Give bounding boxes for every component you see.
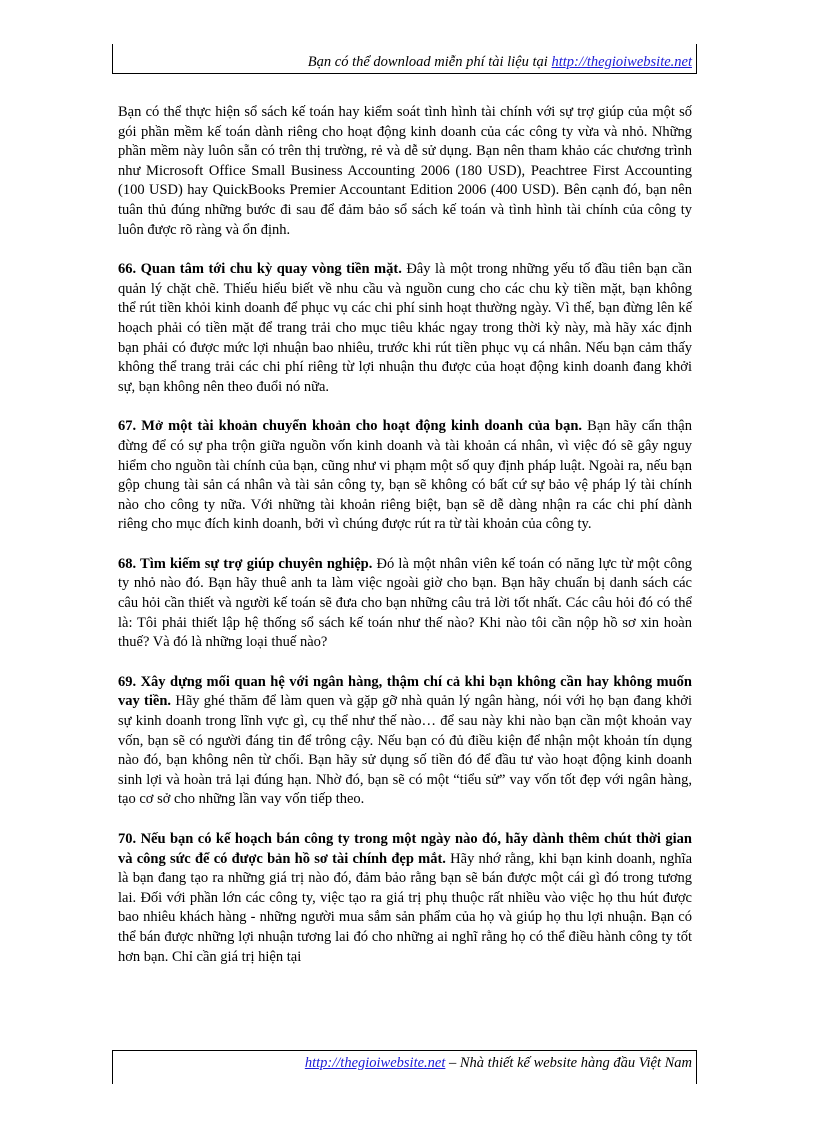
document-body bbox=[118, 103, 692, 987]
footer-label: – Nhà thiết kế website hàng đầu Việt Nam bbox=[445, 1055, 692, 1071]
paragraph-body: Đây là một trong những yếu tố đầu tiên bạn cần quản lý chặt chẽ. Thiếu hiểu biết về nhu cầu và nguồn cung cho các chu kỳ tiền mặt, bạn không thể rút tiền khỏi kinh doanh để phục vụ các chi phí sinh hoạt thường ngày. Vì thế, bạn đừng lên kế hoạch phải có tiền mặt để trang trải cho mục tiêu khác ngay trong thời kỳ này, mà hãy xác định bạn phải có được mức lợi nhuận bao nhiêu, trước khi rút tiền phục vụ cá nhân. Nếu bạn cảm thấy không thể trang trải các chi phí riêng từ lợi nhuận thu được của hoạt động kinh doanh đang khởi sự, bạn không nên theo đuổi nó nữa. bbox=[118, 261, 692, 395]
paragraph-intro bbox=[118, 103, 692, 240]
header-label: Bạn có thể download miễn phí tài liệu tại bbox=[307, 54, 552, 70]
paragraph-heading: 68. Tìm kiếm sự trợ giúp chuyên nghiệp. bbox=[118, 555, 373, 572]
paragraph-heading: 67. Mở một tài khoản chuyển khoản cho hoạt động kinh doanh của bạn. bbox=[118, 418, 583, 435]
paragraph-69 bbox=[118, 673, 692, 810]
paragraph-heading: 70. Nếu bạn có kế hoạch bán công ty trong một ngày nào đó, hãy dành thêm chút thời gian và công sức để có được bản hồ sơ tài chính đẹp mắt. bbox=[118, 831, 692, 867]
paragraph-67 bbox=[118, 417, 692, 535]
footer-text bbox=[305, 1055, 692, 1072]
paragraph-body: Bạn có thể thực hiện sổ sách kế toán hay kiểm soát tình hình tài chính với sự trợ giúp của một số gói phần mềm kế toán dành riêng cho hoạt động kinh doanh của các công ty vừa và nhỏ. Những phần mềm này luôn sẵn có trên thị trường, rẻ và dễ sử dụng. Bạn nên tham khảo các chương trình như Microsoft Office Small Business Accounting 2006 (180 USD), Peachtree First Accounting (100 USD) hay QuickBooks Premier Accountant Edition 2006 (400 USD). Bên cạnh đó, bạn nên tuân thủ đúng những bước đi sau để đảm bảo sổ sách kế toán và tình hình tài chính của công ty luôn được rõ ràng và ổn định. bbox=[118, 104, 692, 238]
header-link[interactable]: http://thegioiwebsite.net bbox=[551, 54, 692, 70]
paragraph-body: Bạn hãy cẩn thận đừng để có sự pha trộn giữa nguồn vốn kinh doanh và tài khoản cá nhân, vì việc đó sẽ gây nguy hiểm cho nguồn tài chính của bạn, cũng như vi phạm một số quy định pháp luật. Ngoài ra, nếu bạn gộp chung tài sản cá nhân và tài sản công ty, bạn sẽ không có bất cứ sự bảo vệ pháp lý tài chính nào cho công ty nữa. Với những tài khoản riêng biệt, bạn sẽ dễ dàng nhận ra các chi phí dành riêng cho mục đích kinh doanh, bởi vì chúng được rút ra từ tài khoản của công ty. bbox=[118, 418, 692, 533]
paragraph-68 bbox=[118, 555, 692, 653]
page-header bbox=[112, 44, 697, 74]
page-footer bbox=[112, 1050, 697, 1084]
paragraph-body: Hãy ghé thăm để làm quen và gặp gỡ nhà quản lý ngân hàng, nói với họ bạn đang khởi sự kinh doanh trong lĩnh vực gì, cụ thể như thế nào… để sau này khi nào bạn cần một khoản vay vốn, bạn sẽ có người đáng tin để trông cậy. Nếu bạn có đủ điều kiện để nhận một khoản tín dụng nào đó, bạn không nên từ chối. Bạn hãy sử dụng số tiền đó để đầu tư vào hoạt động kinh doanh sinh lợi và hoàn trả lại đúng hạn. Nhờ đó, bạn sẽ có một “tiểu sử” vay vốn tốt đẹp với ngân hàng, tạo cơ sở cho những lần vay vốn tiếp theo. bbox=[118, 693, 693, 808]
paragraph-heading: 69. Xây dựng mối quan hệ với ngân hàng, thậm chí cả khi bạn không cần hay không muốn vay tiền. bbox=[118, 673, 692, 710]
paragraph-heading: 66. Quan tâm tới chu kỳ quay vòng tiền mặt. bbox=[118, 261, 402, 278]
header-text bbox=[308, 54, 692, 71]
paragraph-66 bbox=[118, 260, 692, 397]
paragraph-body: Đó là một nhân viên kế toán có năng lực từ một công ty nhỏ nào đó. Bạn hãy thuê anh ta làm việc ngoài giờ cho bạn. Bạn hãy chuẩn bị danh sách các câu hỏi cần thiết và người kế toán sẽ đưa cho bạn những câu trả lời tốt nhất. Các câu hỏi đó có thể là: Tôi phải thiết lập hệ thống sổ sách kế toán như thế nào? Khi nào tôi cần nộp hồ sơ xin hoàn thuế? Và đó là những loại thuế nào? bbox=[118, 555, 692, 651]
footer-link[interactable]: http://thegioiwebsite.net bbox=[304, 1055, 446, 1071]
paragraph-70 bbox=[118, 830, 692, 967]
paragraph-body: Hãy nhớ rằng, khi bạn kinh doanh, nghĩa là bạn đang tạo ra những giá trị nào đó, đảm bảo rằng bạn sẽ bán được một cái gì đó trong tương lai. Đối với phần lớn các công ty, việc tạo ra giá trị phụ thuộc rất nhiều vào việc họ thu hút được bao nhiêu khách hàng - những người mua sắm sản phẩm của họ và giúp họ thu lợi nhuận. Bạn có thể bán được những lợi nhuận tương lai đó cho những ai nghĩ rằng họ có thể điều hành công ty tốt hơn bạn. Chỉ cần giá trị hiện tại bbox=[118, 850, 693, 965]
